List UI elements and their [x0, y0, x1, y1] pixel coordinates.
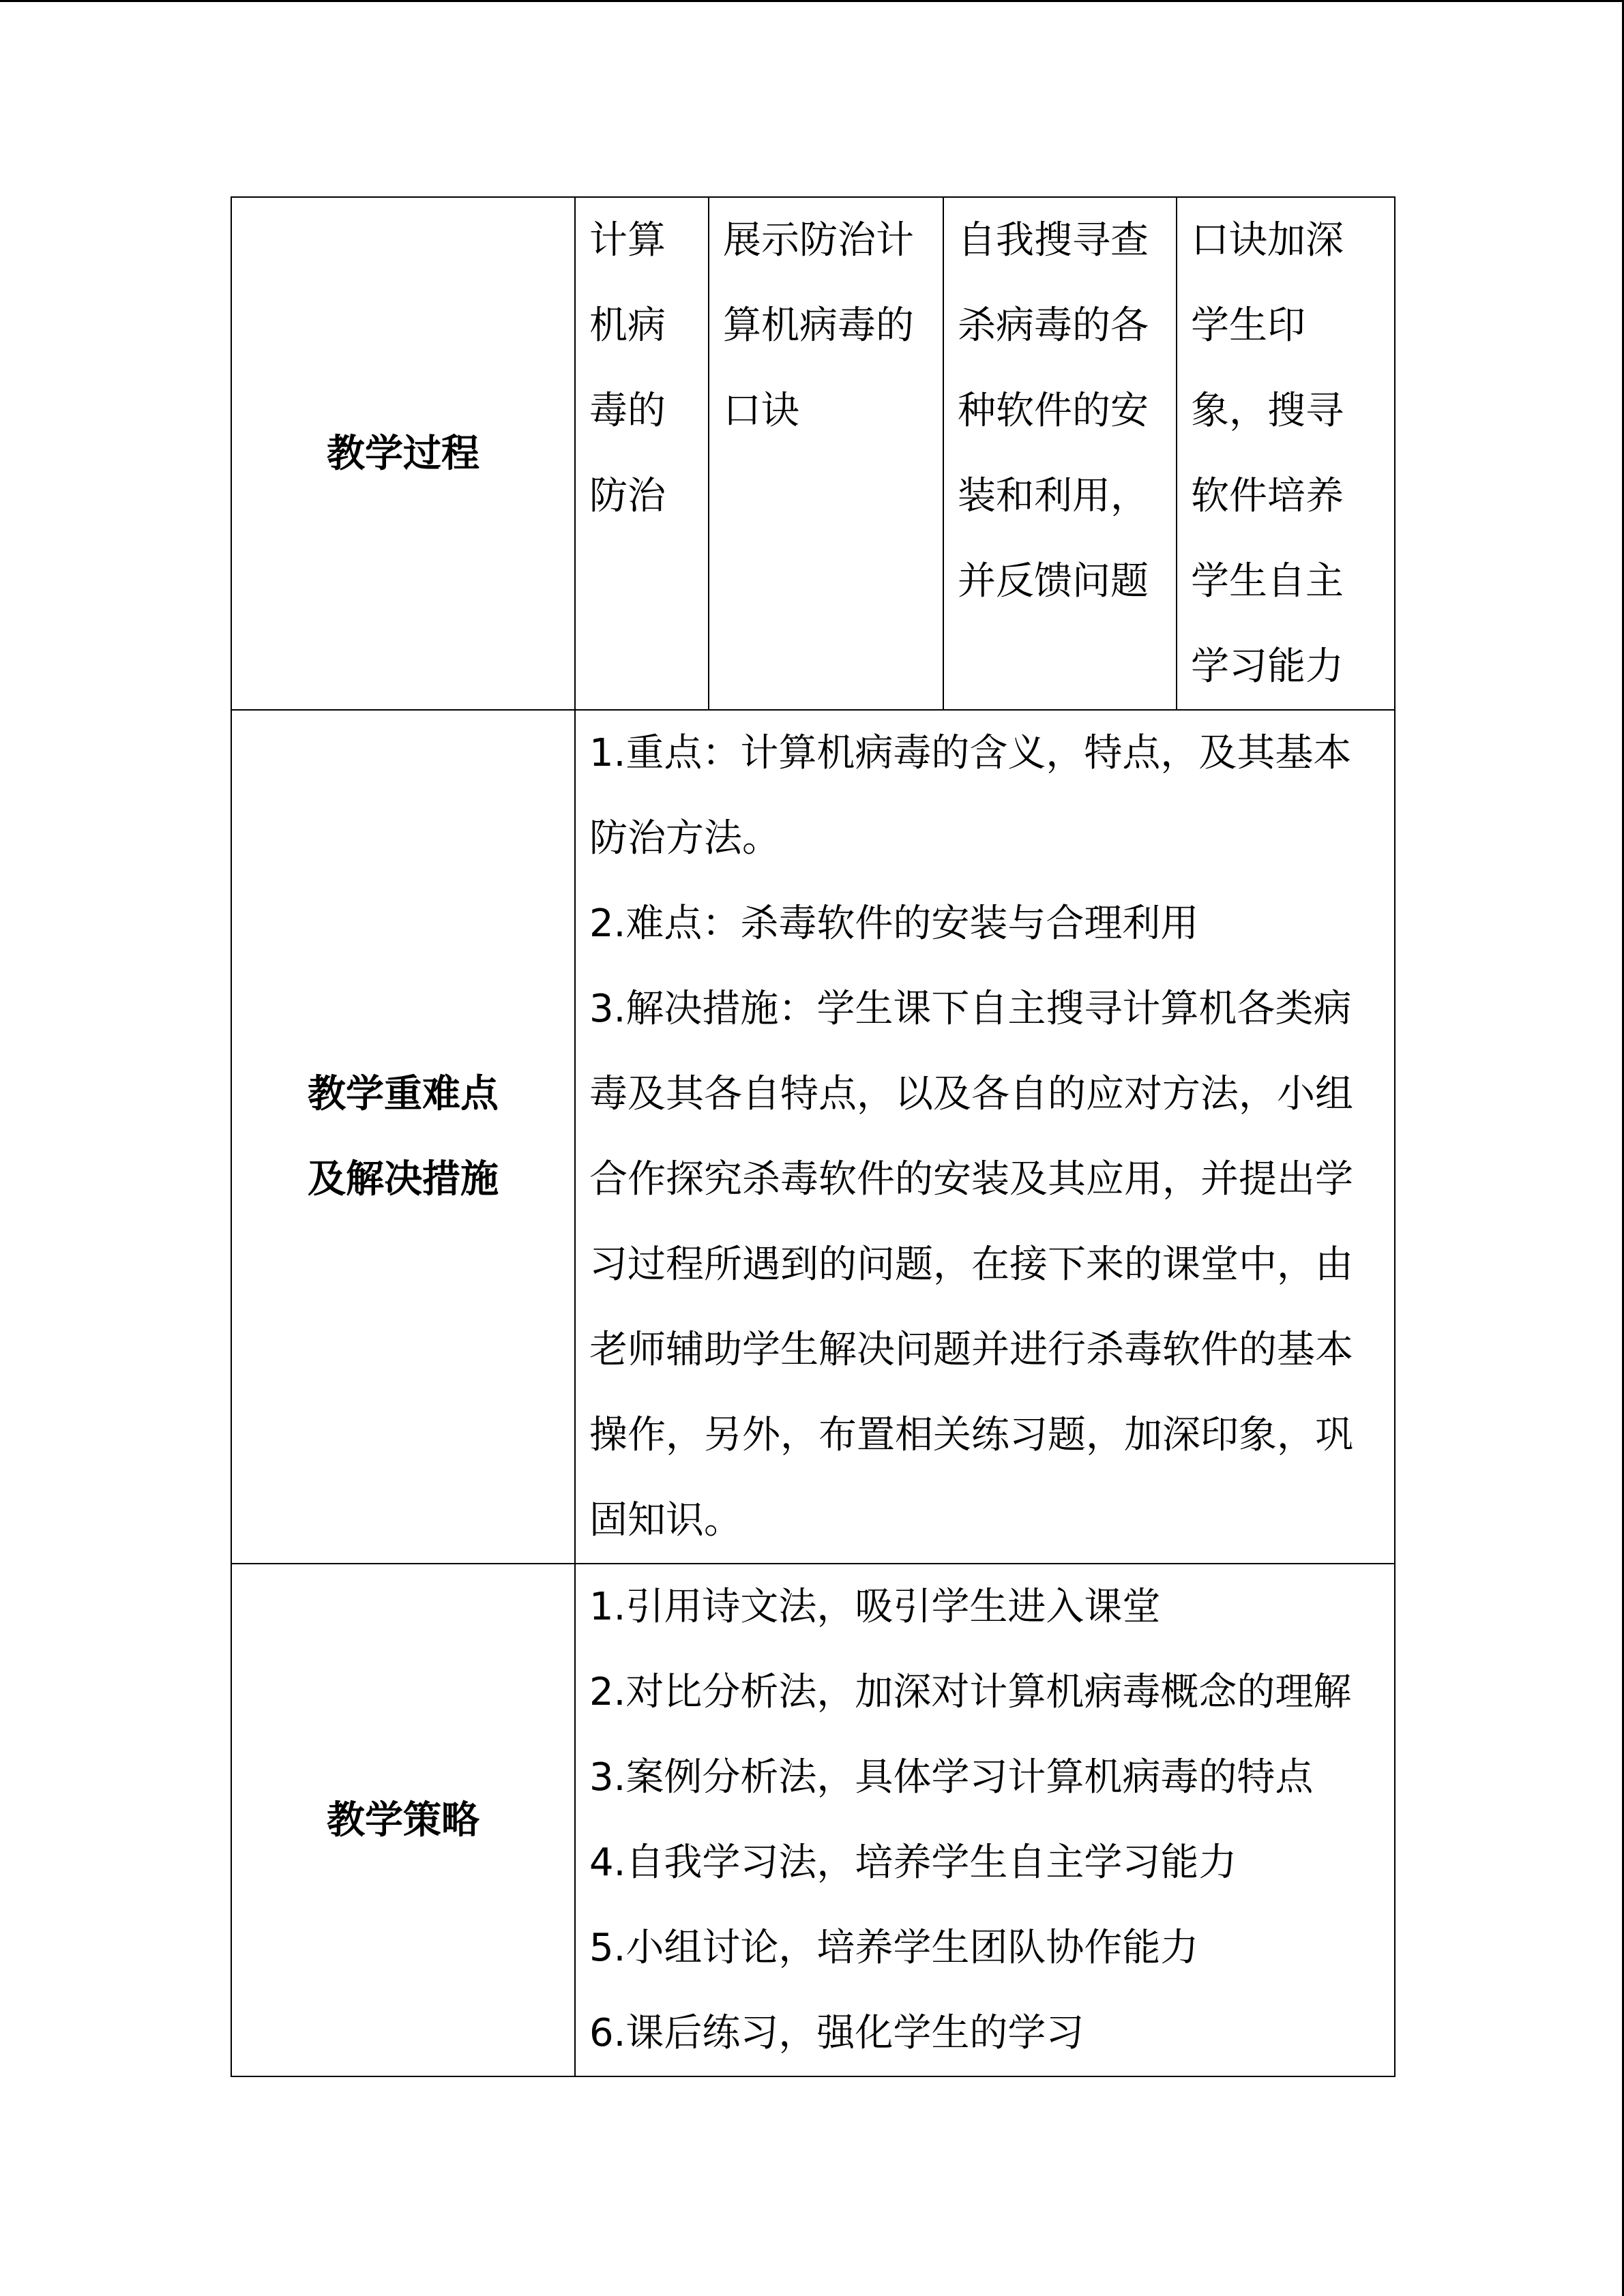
strategy-content-cell [575, 1564, 1395, 2076]
cell-line: 展示防治计 [723, 218, 914, 263]
cell-line: 学生印 [1191, 303, 1305, 348]
cell-line: 装和利用， [958, 474, 1149, 518]
cell-line: 杀病毒的各 [958, 303, 1149, 348]
row-label-text: 教学策略 [327, 1798, 479, 1843]
cell-line: 老师辅助学生解决问题并进行杀毒软件的基本 [589, 1328, 1353, 1372]
cell-line: 操作，另外，布置相关练习题，加深印象，巩 [589, 1413, 1353, 1457]
cell-line: 学生自主 [1191, 559, 1344, 603]
cell-line: 防治 [589, 474, 666, 518]
key-points-content-cell [575, 710, 1395, 1564]
row-label-text: 教学过程 [327, 431, 479, 476]
list-item: 5.小组讨论，培养学生团队协作能力 [589, 1926, 1199, 1970]
table-row-key-points [231, 710, 1395, 1564]
process-topic-cell [575, 197, 709, 710]
cell-line: 自我搜寻查 [958, 218, 1149, 263]
row-label-key-points [231, 710, 575, 1564]
cell-line: 学习能力 [1191, 644, 1344, 689]
cell-line: 固知识。 [589, 1498, 742, 1542]
row-label-teaching-process [231, 197, 575, 710]
list-item: 3.案例分析法，具体学习计算机病毒的特点 [589, 1755, 1314, 1800]
cell-line: 2.难点：杀毒软件的安装与合理利用 [589, 901, 1199, 946]
cell-line: 防治方法。 [589, 816, 780, 861]
cell-line: 种软件的安 [958, 389, 1149, 433]
cell-line: 习过程所遇到的问题，在接下来的课堂中，由 [589, 1242, 1353, 1287]
row-label-text: 教学重难点 [308, 1072, 499, 1116]
cell-line: 机病 [589, 303, 666, 348]
table-row-teaching-strategy [231, 1564, 1395, 2076]
cell-line: 口诀 [723, 389, 799, 433]
list-item: 1.引用诗文法，吸引学生进入课堂 [589, 1585, 1161, 1629]
table-row-teaching-process [231, 197, 1395, 710]
cell-line: 计算 [589, 218, 666, 263]
cell-line: 象，搜寻 [1191, 389, 1344, 433]
process-student-activity-cell [943, 197, 1177, 710]
row-label-teaching-strategy [231, 1564, 575, 2076]
process-teacher-activity-cell [709, 197, 943, 710]
cell-line: 软件培养 [1191, 474, 1344, 518]
page-top-border [0, 0, 1624, 2]
list-item: 2.对比分析法，加深对计算机病毒概念的理解 [589, 1670, 1352, 1714]
cell-line: 合作探究杀毒软件的安装及其应用，并提出学 [589, 1157, 1353, 1202]
row-label-text: 及解决措施 [308, 1157, 499, 1202]
cell-line: 并反馈问题 [958, 559, 1149, 603]
cell-line: 毒的 [589, 389, 666, 433]
cell-line: 算机病毒的 [723, 303, 914, 348]
cell-line: 口诀加深 [1191, 218, 1344, 263]
process-design-intent-cell [1177, 197, 1395, 710]
list-item: 4.自我学习法，培养学生自主学习能力 [589, 1840, 1237, 1885]
lesson-plan-table [231, 196, 1396, 2077]
list-item: 6.课后练习，强化学生的学习 [589, 2011, 1084, 2055]
cell-line: 1.重点：计算机病毒的含义，特点，及其基本 [589, 731, 1352, 775]
cell-line: 毒及其各自特点，以及各自的应对方法，小组 [589, 1072, 1353, 1116]
cell-line: 3.解决措施：学生课下自主搜寻计算机各类病 [589, 987, 1352, 1031]
